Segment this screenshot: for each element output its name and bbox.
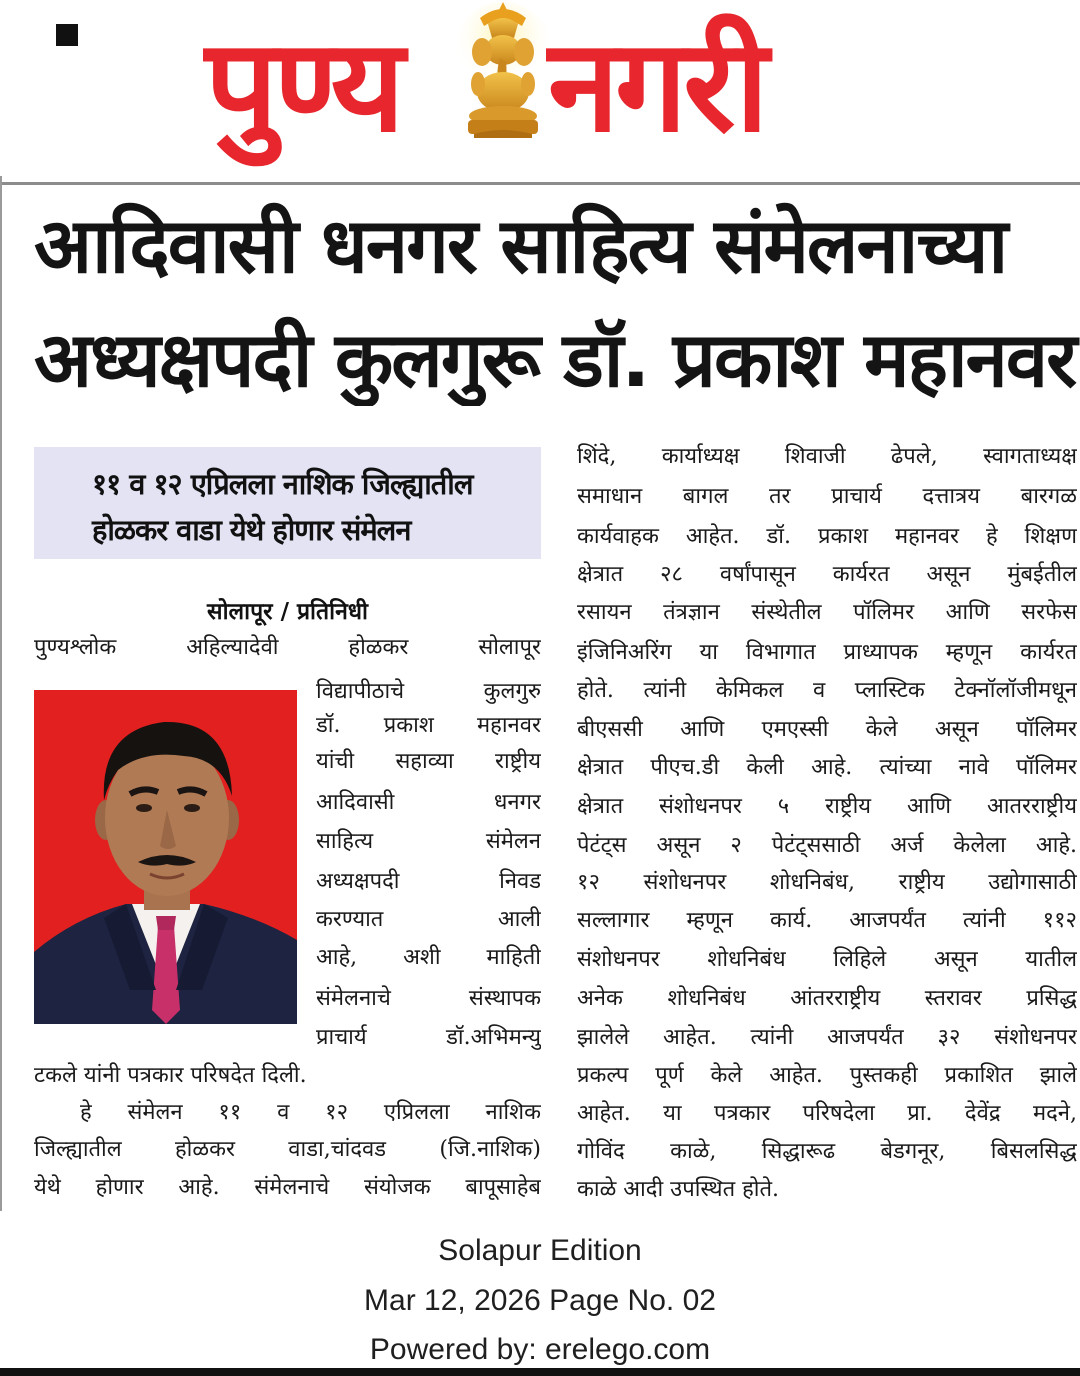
article-line: रसायन तंत्रज्ञान संस्थेतील पॉलिमर आणि सरफेस xyxy=(577,600,1077,625)
article-line: क्षेत्रात संशोधनपर ५ राष्ट्रीय आणि आतरराष्ट्रीय xyxy=(577,794,1077,819)
article-line: करण्यात आली xyxy=(316,907,541,932)
author-photo xyxy=(34,690,297,1024)
date-page-label: Mar 12, 2026 Page No. 02 xyxy=(364,1284,716,1317)
article-line: होते. त्यांनी केमिकल व प्लास्टिक टेक्नॉलॉजीमधून xyxy=(577,678,1077,703)
dateline: सोलापूर / प्रतिनिधी xyxy=(207,599,368,625)
article-line: विद्यापीठाचे कुलगुरु xyxy=(316,679,541,704)
article-line: यांची सहाव्या राष्ट्रीय xyxy=(316,749,541,774)
masthead-divider xyxy=(0,182,1080,185)
article-line: काळे आदी उपस्थित होते. xyxy=(577,1177,780,1202)
article-line: १२ संशोधनपर शोधनिबंध, राष्ट्रीय उद्योगासाठी xyxy=(577,870,1077,895)
article-line: इंजिनिअरिंग या विभागात प्राध्यापक म्हणून कार्यरत xyxy=(577,640,1077,665)
left-border xyxy=(0,176,2,1211)
headline-line-1: आदिवासी धनगर साहित्य संमेलनाच्या xyxy=(34,201,1007,290)
article-line: साहित्य संमेलन xyxy=(316,829,541,854)
powered-by-label: Powered by: erelego.com xyxy=(369,1333,711,1366)
masthead-title-left: पुण्य xyxy=(205,12,401,161)
article-line: संमेलनाचे संस्थापक xyxy=(316,986,541,1011)
article-line: आदिवासी धनगर xyxy=(316,790,541,815)
article-line: जिल्ह्यातील होळकर वाडा,चांदवड (जि.नाशिक) xyxy=(34,1137,541,1162)
article-line: झालेले आहेत. त्यांनी आजपर्यंत ३२ संशोधनपर xyxy=(577,1025,1077,1050)
article-line: प्राचार्य डॉ.अभिमन्यु xyxy=(316,1025,541,1050)
article-line: सल्लागार म्हणून कार्य. आजपर्यंत त्यांनी ११२ xyxy=(577,908,1077,933)
article-line: कार्यवाहक आहेत. डॉ. प्रकाश महानवर हे शिक्षण xyxy=(577,524,1077,549)
ganesha-logo xyxy=(452,0,554,140)
subheadline-line-2: होळकर वाडा येथे होणार संमेलन xyxy=(92,513,411,547)
masthead-title-right: नगरी xyxy=(548,12,765,161)
article-line: डॉ. प्रकाश महानवर xyxy=(316,713,541,738)
edition-label: Solapur Edition xyxy=(438,1234,642,1267)
article-line: पुण्यश्लोक अहिल्यादेवी होळकर सोलापूर xyxy=(34,635,541,660)
square-bullet-icon xyxy=(56,24,78,46)
article-line: येथे होणार आहे. संमेलनाचे संयोजक बापूसाहेब xyxy=(34,1175,541,1200)
bottom-bar xyxy=(0,1368,1080,1376)
article-line: शिंदे, कार्याध्यक्ष शिवाजी ढेपले, स्वागताध्यक्ष xyxy=(577,444,1077,469)
article-line: हे संमेलन ११ व १२ एप्रिलला नाशिक xyxy=(80,1100,541,1125)
subheadline-line-1: ११ व १२ एप्रिलला नाशिक जिल्ह्यातील xyxy=(92,467,473,501)
article-line: आहेत. या पत्रकार परिषदेला प्रा. देवेंद्र मदने, xyxy=(577,1101,1077,1126)
masthead xyxy=(0,0,1080,178)
article-line: अध्यक्षपदी निवड xyxy=(316,869,541,894)
article-line: क्षेत्रात २८ वर्षांपासून कार्यरत असून मुंबईतील xyxy=(577,562,1077,587)
article-line: बीएससी आणि एमएस्सी केले असून पॉलिमर xyxy=(577,717,1077,742)
article-line: संशोधनपर शोधनिबंध लिहिले असून यातील xyxy=(577,947,1077,972)
portrait-icon xyxy=(34,690,297,1024)
article-line: अनेक शोधनिबंध आंतरराष्ट्रीय स्तरावर प्रसिद्ध xyxy=(577,986,1077,1011)
headline-line-2: अध्यक्षपदी कुलगुरू डॉ. प्रकाश महानवर xyxy=(34,315,1076,404)
article-line: पेटंट्स असून २ पेटंट्ससाठी अर्ज केलेला आहे. xyxy=(577,833,1077,858)
article-line: समाधान बागल तर प्राचार्य दत्तात्रय बारगळ xyxy=(577,484,1077,509)
article-line: टकले यांनी पत्रकार परिषदेत दिली. xyxy=(34,1063,307,1088)
article-line: आहे, अशी माहिती xyxy=(316,945,541,970)
article-line: प्रकल्प पूर्ण केले आहेत. पुस्तकही प्रकाशित झाले xyxy=(577,1063,1077,1088)
article-line: क्षेत्रात पीएच.डी केली आहे. त्यांच्या नावे पॉलिमर xyxy=(577,755,1077,780)
article-line: गोविंद काळे, सिद्धारूढ बेडगनूर, बिसलसिद्ध xyxy=(577,1139,1077,1164)
